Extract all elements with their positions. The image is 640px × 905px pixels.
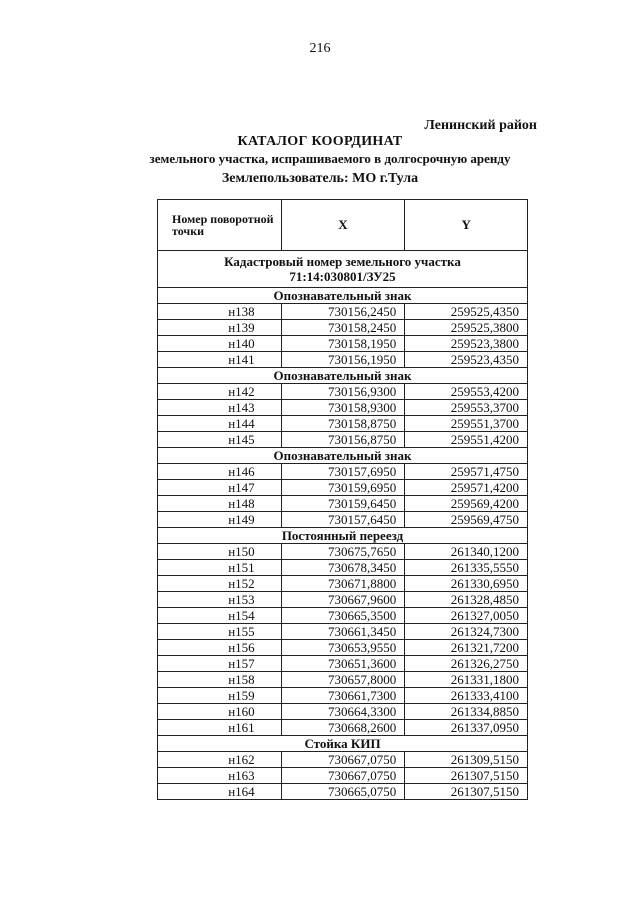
cadastral-label: Кадастровый номер земельного участка [224,254,461,269]
table-row [158,304,528,320]
x-cell: 730158,1950 [281,336,405,352]
point-number-cell: н152 [158,576,282,592]
table-row [158,432,528,448]
land-user: Землепользователь: МО г.Тула [221,171,419,186]
section-title: Постоянный переезд [158,528,528,544]
cadastral-number: 71:14:030801/ЗУ25 [289,269,396,284]
x-cell: 730157,6450 [281,512,405,528]
x-cell: 730661,7300 [281,688,405,704]
point-number-cell: н142 [158,384,282,400]
table-row [158,752,528,768]
table-row [158,784,528,800]
table-row [158,592,528,608]
section-title: Опознавательный знак [158,448,528,464]
y-cell: 261328,4850 [405,592,528,608]
point-number-cell: н138 [158,304,282,320]
y-cell: 259523,4350 [405,352,528,368]
y-cell: 261309,5150 [405,752,528,768]
section-row [158,528,528,544]
point-number-cell: н149 [158,512,282,528]
x-cell: 730159,6950 [281,480,405,496]
table-row [158,624,528,640]
table-row [158,656,528,672]
section-row [158,448,528,464]
y-cell: 261337,0950 [405,720,528,736]
y-cell: 261307,5150 [405,784,528,800]
x-cell: 730156,8750 [281,432,405,448]
table-row [158,336,528,352]
table-row [158,496,528,512]
table-row [158,688,528,704]
y-cell: 259571,4750 [405,464,528,480]
x-cell: 730661,3450 [281,624,405,640]
point-number-cell: н161 [158,720,282,736]
x-cell: 730156,2450 [281,304,405,320]
table-row [158,608,528,624]
y-cell: 261340,1200 [405,544,528,560]
table-row [158,416,528,432]
point-number-cell: н160 [158,704,282,720]
point-number-cell: н148 [158,496,282,512]
point-number-cell: н139 [158,320,282,336]
table-header-row [158,200,528,251]
y-cell: 261321,7200 [405,640,528,656]
x-cell: 730156,1950 [281,352,405,368]
table-row [158,704,528,720]
x-cell: 730665,3500 [281,608,405,624]
point-number-cell: н143 [158,400,282,416]
table-row [158,576,528,592]
y-cell: 261307,5150 [405,768,528,784]
y-cell: 259553,3700 [405,400,528,416]
point-number-cell: н157 [158,656,282,672]
y-cell: 259571,4200 [405,480,528,496]
section-row [158,736,528,752]
section-title: Опознавательный знак [158,368,528,384]
table-body [158,251,528,800]
point-number-cell: н141 [158,352,282,368]
section-row [158,368,528,384]
table-row [158,320,528,336]
x-cell: 730664,3300 [281,704,405,720]
x-cell: 730667,0750 [281,752,405,768]
point-number-cell: н146 [158,464,282,480]
x-cell: 730667,9600 [281,592,405,608]
cadastral-cell [158,251,528,288]
x-cell: 730667,0750 [281,768,405,784]
table-row [158,768,528,784]
x-cell: 730158,8750 [281,416,405,432]
y-cell: 261331,1800 [405,672,528,688]
point-number-cell: н164 [158,784,282,800]
y-cell: 259523,3800 [405,336,528,352]
point-number-cell: н158 [158,672,282,688]
x-cell: 730668,2600 [281,720,405,736]
y-cell: 261335,5550 [405,560,528,576]
point-number-cell: н159 [158,688,282,704]
x-cell: 730157,6950 [281,464,405,480]
point-number-cell: н150 [158,544,282,560]
y-cell: 259525,3800 [405,320,528,336]
table-row [158,400,528,416]
document-title: КАТАЛОГ КООРДИНАТ [237,134,403,149]
x-cell: 730158,9300 [281,400,405,416]
table-row [158,384,528,400]
table-row [158,720,528,736]
x-cell: 730158,2450 [281,320,405,336]
y-cell: 261334,8850 [405,704,528,720]
cadastral-row [158,251,528,288]
table-row [158,464,528,480]
y-cell: 261324,7300 [405,624,528,640]
x-cell: 730651,3600 [281,656,405,672]
x-cell: 730653,9550 [281,640,405,656]
header-x: X [281,200,405,251]
y-cell: 261327,0050 [405,608,528,624]
header-y: Y [405,200,528,251]
point-number-cell: н144 [158,416,282,432]
x-cell: 730156,9300 [281,384,405,400]
section-title: Стойка КИП [158,736,528,752]
point-number-cell: н156 [158,640,282,656]
document-subtitle: земельного участка, испрашиваемого в долгосрочную аренду [149,151,511,166]
point-number-cell: н162 [158,752,282,768]
x-cell: 730671,8800 [281,576,405,592]
point-number-cell: н151 [158,560,282,576]
table-row [158,560,528,576]
point-number-cell: н145 [158,432,282,448]
point-number-cell: н154 [158,608,282,624]
y-cell: 261330,6950 [405,576,528,592]
page-number: 216 [309,41,331,56]
table-row [158,640,528,656]
point-number-cell: н140 [158,336,282,352]
point-number-cell: н155 [158,624,282,640]
table-row [158,672,528,688]
header-point-number: Номер поворотной точки [158,200,282,251]
y-cell: 259569,4750 [405,512,528,528]
y-cell: 259551,3700 [405,416,528,432]
coordinates-table [157,199,528,800]
table-row [158,480,528,496]
table-row [158,512,528,528]
point-number-cell: н153 [158,592,282,608]
y-cell: 259551,4200 [405,432,528,448]
district-label: Ленинский район [424,118,537,133]
x-cell: 730675,7650 [281,544,405,560]
y-cell: 261326,2750 [405,656,528,672]
x-cell: 730678,3450 [281,560,405,576]
table-row [158,352,528,368]
table-row [158,544,528,560]
y-cell: 259553,4200 [405,384,528,400]
point-number-cell: н147 [158,480,282,496]
section-title: Опознавательный знак [158,288,528,304]
x-cell: 730657,8000 [281,672,405,688]
y-cell: 261333,4100 [405,688,528,704]
x-cell: 730159,6450 [281,496,405,512]
x-cell: 730665,0750 [281,784,405,800]
y-cell: 259569,4200 [405,496,528,512]
point-number-cell: н163 [158,768,282,784]
y-cell: 259525,4350 [405,304,528,320]
section-row [158,288,528,304]
